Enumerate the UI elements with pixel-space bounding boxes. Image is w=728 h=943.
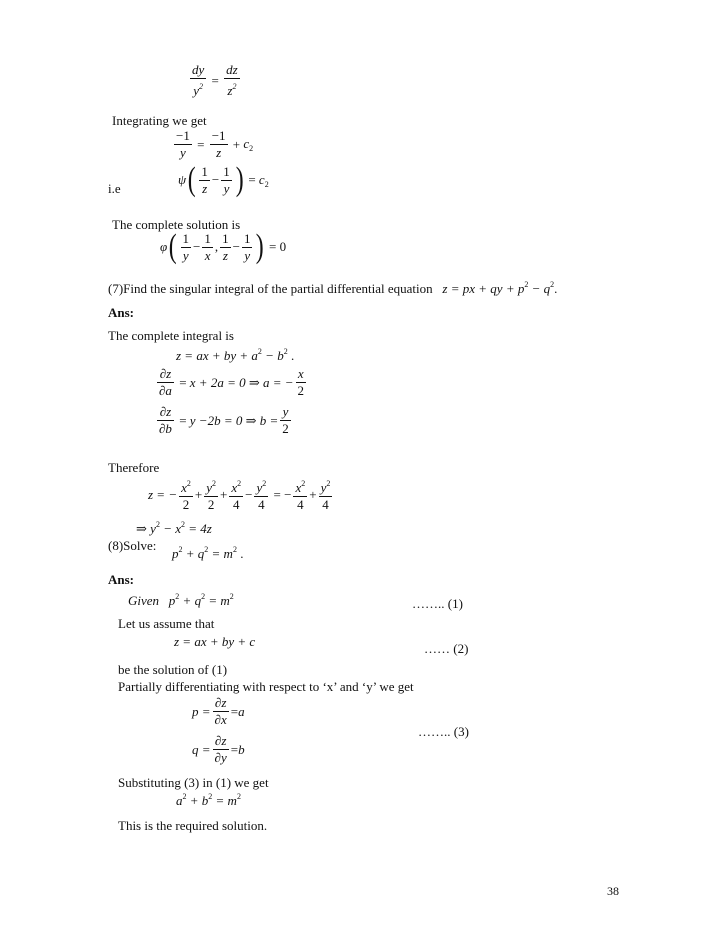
text-ie: i.e xyxy=(108,181,121,196)
equation-tag-3: …….. (3) xyxy=(418,724,469,739)
equation-phi: φ ( $\frac{1}{y}$ − $\frac{1}{x}$ , $\frac{1}{z}$ − $\frac{1}{y}$ ) = 0 xyxy=(160,228,287,265)
equation-assumed-solution: z = ax + by + c xyxy=(174,634,256,649)
equation-psi: ψ ( $\frac{1}{z}$ − $\frac{1}{y}$ ) = $c_2$ xyxy=(178,161,269,198)
equation-final: $a^2 + b^2 = m^2$ xyxy=(176,792,241,808)
equation-dz-db: $\frac{\partial z}{\partial b}$ = y −2b = 0 ⇒ b = $\frac{y}{2}$ xyxy=(159,404,289,436)
equation-dz-da: $\frac{\partial z}{\partial a}$ = x + 2a = 0 ⇒ a = − $\frac{x}{2}$ xyxy=(159,366,305,398)
text-complete-integral: The complete integral is xyxy=(108,328,234,343)
question-7-text: (7)Find the singular integral of the partial differential equation xyxy=(108,281,433,296)
equation-tag-2: …… (2) xyxy=(424,641,469,656)
page-number: 38 xyxy=(607,884,619,898)
equation-complete-integral: z = ax + by + $a^2 - b^2$ . xyxy=(176,347,295,363)
question-8-label: (8)Solve: xyxy=(108,538,157,553)
text-given: Given xyxy=(128,593,160,608)
equation-tag-1: …….. (1) xyxy=(412,596,463,611)
equation-dy-dz: $\frac{dy}{y^2}$ = $\frac{dz}{z^2}$ xyxy=(192,62,238,98)
equation-singular-z: z = − $\frac{x^2}{2}$ + $\frac{y^2}{2}$ + $\frac{x^2}{4}$ − $\frac{y^2}{4}$ = − $\frac{x^2}{4}$ + $\frac{y^2}{4}$ xyxy=(148,476,334,513)
text-let-assume: Let us assume that xyxy=(118,616,215,631)
equation-p: p = $\frac{\partial z}{\partial x}$ = a xyxy=(192,695,245,727)
answer-label-7: Ans: xyxy=(108,305,135,320)
text-therefore: Therefore xyxy=(108,460,160,475)
equation-integrated: $\frac{-1}{y}$ = $\frac{-1}{z}$ + $c_2$ xyxy=(176,128,254,160)
text-integrating: Integrating we get xyxy=(112,113,207,128)
text-complete-solution: The complete solution is xyxy=(112,217,241,232)
question-7: (7)Find the singular integral of the partial differential equation z = px + qy + $p^2 - q^2$. xyxy=(108,280,558,296)
answer-label-8: Ans: xyxy=(108,572,135,587)
equation-given: Given $p^2 + q^2 = m^2$ xyxy=(128,592,234,608)
text-required-solution: This is the required solution. xyxy=(118,818,268,833)
equation-q: q = $\frac{\partial z}{\partial y}$ = b xyxy=(192,733,245,765)
text-partially: Partially differentiating with respect to ‘x’ and ‘y’ we get xyxy=(118,679,414,694)
equation-question-8: $p^2 + q^2 = m^2$ . xyxy=(172,545,244,561)
text-be-solution: be the solution of (1) xyxy=(118,662,228,677)
equation-singular-result: ⇒ $y^2 - x^2 = 4z$ xyxy=(136,520,212,536)
text-substituting: Substituting (3) in (1) we get xyxy=(118,775,269,790)
